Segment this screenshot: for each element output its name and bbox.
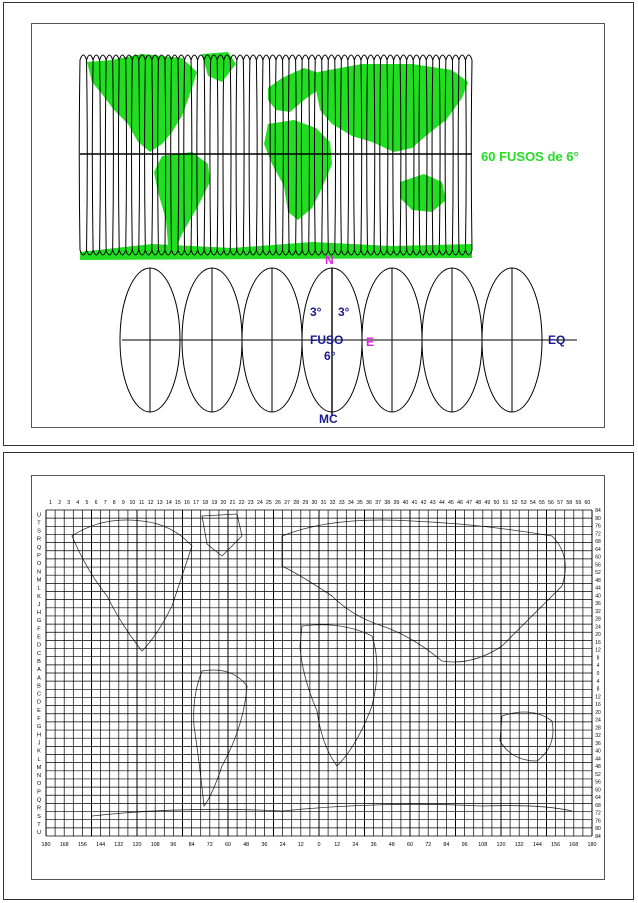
zone-number: 29 — [302, 500, 309, 506]
longitude-label-row — [42, 842, 597, 848]
longitude-label: 36 — [261, 842, 268, 848]
longitude-label: 96 — [461, 842, 468, 848]
zone-number: 53 — [520, 500, 527, 506]
row-letter: K — [37, 593, 41, 600]
gore-tip-top — [361, 55, 368, 60]
row-letter: D — [36, 642, 42, 649]
zone-number: 37 — [375, 500, 382, 506]
row-letter: N — [36, 773, 42, 780]
gore-tip-top — [302, 55, 309, 60]
zone-number: 7 — [103, 500, 107, 506]
row-letter: M — [36, 577, 42, 584]
gore-tip-top — [263, 55, 270, 60]
row-letter: Q — [36, 544, 42, 551]
gore-tip-top — [433, 55, 440, 60]
latitude-label: 12 — [595, 694, 601, 701]
zone-boundary-line — [79, 60, 80, 250]
zone-number: 31 — [320, 500, 327, 506]
zone-number: 2 — [58, 500, 62, 506]
row-letter: D — [36, 699, 42, 706]
zone-boundary-line — [100, 60, 101, 250]
meridian-label: MC — [319, 412, 338, 426]
gore-tip-top — [276, 55, 283, 60]
gore-tip-top — [289, 55, 296, 60]
longitude-label: 72 — [206, 842, 213, 848]
zone-boundary-line — [105, 60, 106, 250]
gore-tip-top — [243, 55, 250, 60]
zone-number: 46 — [457, 500, 463, 506]
longitude-label: 180 — [587, 842, 597, 848]
row-letter: T — [37, 520, 41, 527]
zone-boundary-line — [354, 60, 355, 250]
zone-boundary-line — [249, 60, 250, 250]
half-zone-right: 3° — [338, 305, 350, 319]
longitude-label: 180 — [41, 842, 51, 848]
row-letter: N — [36, 569, 42, 576]
latitude-label: 76 — [595, 818, 601, 825]
zone-number: 14 — [165, 500, 172, 506]
latitude-label: 40 — [595, 748, 601, 755]
longitude-label: 48 — [388, 842, 395, 848]
zone-number: 54 — [529, 500, 536, 506]
half-zone-left: 3° — [310, 305, 322, 319]
zone-boundary-line — [204, 60, 205, 250]
latitude-label: 0 — [596, 671, 600, 677]
zone-boundary-line — [445, 60, 446, 250]
row-letter: G — [36, 618, 42, 625]
fuso-width-label: 6° — [324, 349, 336, 363]
zone-boundary-line — [217, 60, 218, 250]
slide-frame — [31, 475, 605, 880]
row-letter: L — [37, 585, 41, 592]
longitude-label: 120 — [496, 842, 506, 848]
gore-tip-top — [185, 55, 192, 60]
latitude-label: 52 — [595, 771, 601, 778]
zone-boundary-line — [87, 60, 88, 250]
latitude-label: 4 — [596, 663, 600, 670]
longitude-label: 168 — [59, 842, 69, 848]
gore-tip-top — [439, 55, 446, 60]
longitude-label: 120 — [132, 842, 142, 848]
row-letter: C — [36, 650, 42, 657]
north-label: N — [325, 253, 334, 267]
latitude-label: 68 — [595, 539, 601, 546]
slide-frame — [31, 23, 605, 428]
longitude-label: 132 — [114, 842, 124, 848]
row-letter: G — [36, 724, 42, 731]
zone-number: 13 — [156, 500, 163, 506]
zone-number: 5 — [85, 500, 89, 506]
slide-utm-zones — [3, 2, 634, 446]
latitude-label: 16 — [595, 702, 601, 709]
zone-number: 8 — [112, 500, 116, 506]
row-letter: B — [37, 658, 41, 665]
gore-tip-top — [446, 55, 453, 60]
latitude-label: 44 — [595, 585, 601, 592]
latitude-label: 44 — [595, 756, 601, 763]
row-letter-column — [37, 512, 42, 836]
zone-number: 28 — [293, 500, 300, 506]
equator-label: EQ — [548, 333, 566, 347]
zone-boundary-line — [126, 60, 127, 250]
gore-tip-top — [100, 55, 107, 60]
australia — [400, 174, 446, 212]
world-map-gores — [79, 52, 472, 260]
gore-tip-top — [387, 55, 394, 60]
zone-number: 49 — [484, 500, 491, 506]
zone-number: 35 — [357, 500, 363, 506]
latitude-label: 52 — [595, 570, 601, 577]
gore-tip-top — [459, 55, 466, 60]
latitude-label: 32 — [595, 608, 601, 615]
latitude-label: 60 — [595, 554, 601, 561]
zone-number: 10 — [129, 500, 136, 506]
latitude-label: 24 — [595, 624, 601, 631]
zone-number: 1 — [49, 500, 52, 506]
row-letter: S — [37, 813, 41, 820]
row-letter: Q — [36, 797, 42, 804]
row-letter: A — [37, 667, 41, 674]
zone-number: 9 — [121, 500, 125, 506]
row-letter: O — [36, 781, 42, 788]
fuso-label: FUSO — [310, 333, 344, 347]
gore-tip-top — [374, 55, 381, 60]
row-letter: R — [36, 536, 42, 543]
gore-tip-top — [465, 55, 472, 60]
gore-tip-top — [407, 55, 414, 60]
gore-tip-top — [367, 55, 374, 60]
zone-number: 17 — [193, 500, 200, 506]
zone-boundary-line — [406, 60, 407, 250]
latitude-label: 28 — [595, 725, 601, 732]
latitude-label: 72 — [595, 531, 601, 538]
zone-boundary-line — [452, 60, 453, 250]
zone-number: 55 — [539, 500, 545, 506]
row-letter: H — [36, 732, 42, 739]
gore-tip-top — [400, 55, 407, 60]
gore-tip-top — [394, 55, 401, 60]
gore-tip-top — [191, 55, 198, 60]
zone-boundary-line — [393, 60, 394, 250]
zone-boundary-line — [243, 60, 244, 250]
row-letter: M — [36, 764, 42, 771]
zone-boundary-line — [400, 60, 401, 250]
zone-number: 48 — [475, 500, 482, 506]
gore-tip-top — [237, 55, 244, 60]
gore-tip-top — [296, 55, 303, 60]
gore-tip-top — [87, 55, 94, 60]
zone-number: 22 — [238, 500, 245, 506]
zone-boundary-line — [118, 60, 119, 250]
utm-zones-diagram — [32, 24, 604, 427]
zone-boundary-line — [158, 60, 159, 250]
zone-number: 30 — [311, 500, 318, 506]
row-letter: L — [37, 756, 41, 763]
zone-boundary-line — [471, 60, 472, 250]
longitude-label: 36 — [370, 842, 377, 848]
latitude-label: 68 — [595, 802, 601, 809]
row-letter: F — [37, 626, 41, 633]
longitude-label: 12 — [334, 842, 341, 848]
zone-number: 15 — [175, 500, 181, 506]
gore-tip-top — [354, 55, 361, 60]
gore-tip-top — [250, 55, 257, 60]
zone-boundary-line — [165, 60, 166, 250]
latitude-label: 80 — [595, 826, 601, 833]
zone-boundary-line — [236, 60, 237, 250]
row-letter: H — [36, 610, 42, 617]
zone-boundary-line — [341, 60, 342, 250]
zone-boundary-line — [348, 60, 349, 250]
longitude-label: 108 — [150, 842, 160, 848]
longitude-label: 24 — [352, 842, 359, 848]
zone-boundary-line — [419, 60, 420, 250]
zone-number: 59 — [575, 500, 582, 506]
gore-tip-top — [452, 55, 459, 60]
zone-boundary-line — [210, 60, 211, 250]
latitude-label: 16 — [595, 639, 601, 646]
zone-boundary-line — [465, 60, 466, 250]
latitude-label: 56 — [595, 779, 601, 786]
slide-utm-grid — [3, 452, 634, 900]
zone-number: 11 — [138, 500, 145, 506]
zone-number: 50 — [493, 500, 500, 506]
gore-tip-top — [381, 55, 388, 60]
zone-number: 52 — [511, 500, 518, 506]
zone-number: 47 — [466, 500, 473, 506]
coast-greenland — [202, 514, 242, 556]
zone-number: 45 — [448, 500, 454, 506]
longitude-label: 0 — [317, 842, 321, 848]
row-letter: C — [36, 691, 42, 698]
zone-boundary-line — [256, 60, 257, 250]
longitude-label: 60 — [407, 842, 413, 848]
east-label: E — [366, 335, 375, 349]
gore-tip-top — [348, 55, 355, 60]
latitude-label: 64 — [595, 795, 601, 802]
latitude-label: 84 — [595, 508, 601, 514]
zone-boundary-line — [113, 60, 114, 250]
zone-number: 21 — [229, 500, 236, 506]
zone-boundary-line — [139, 60, 140, 250]
row-letter: E — [37, 634, 41, 641]
south-america — [154, 152, 210, 252]
row-letter: T — [37, 821, 41, 828]
latitude-label: 28 — [595, 616, 601, 623]
north-america — [87, 54, 197, 152]
zone-number: 38 — [384, 500, 391, 506]
zone-number-row — [49, 500, 590, 506]
longitude-label: 96 — [170, 842, 177, 848]
longitude-label: 144 — [96, 842, 106, 848]
latitude-label: 60 — [595, 787, 601, 794]
zone-number: 20 — [220, 500, 227, 506]
longitude-label: 156 — [77, 842, 87, 848]
latitude-label: 36 — [595, 601, 601, 608]
zone-number: 44 — [438, 500, 445, 506]
zone-boundary-line — [387, 60, 388, 250]
latitude-label: 32 — [595, 733, 601, 740]
latitude-label: 36 — [595, 740, 601, 747]
zone-number: 4 — [76, 500, 80, 506]
zone-number: 51 — [502, 500, 509, 506]
zone-number: 23 — [247, 500, 254, 506]
latitude-label: 76 — [595, 523, 601, 530]
latitude-label: 8 — [596, 655, 600, 662]
gore-tip-top — [269, 55, 276, 60]
row-letter: A — [37, 675, 41, 682]
zone-boundary-line — [223, 60, 224, 250]
latitude-label: 4 — [596, 678, 600, 685]
zone-number: 25 — [266, 500, 272, 506]
longitude-label: 132 — [514, 842, 524, 848]
coast-africa — [300, 625, 377, 766]
zone-number: 24 — [256, 500, 263, 506]
gore-tip-top — [309, 55, 316, 60]
latitude-label: 56 — [595, 562, 601, 569]
zone-boundary-line — [426, 60, 427, 250]
zone-boundary-line — [92, 60, 93, 250]
row-letter: P — [37, 789, 41, 796]
latitude-label: 20 — [595, 632, 601, 639]
row-letter: P — [37, 553, 41, 560]
zone-number: 19 — [211, 500, 218, 506]
zone-number: 3 — [67, 500, 71, 506]
zone-boundary-line — [335, 60, 336, 250]
longitude-label: 72 — [425, 842, 432, 848]
gore-tip-top — [335, 55, 342, 60]
zone-number: 32 — [329, 500, 336, 506]
zone-number: 16 — [184, 500, 190, 506]
zone-number: 58 — [566, 500, 573, 506]
row-letter: S — [37, 528, 41, 535]
row-letter: K — [37, 748, 41, 755]
longitude-label: 84 — [443, 842, 450, 848]
zone-boundary-line — [380, 60, 381, 250]
latitude-label: 48 — [595, 577, 601, 584]
gore-tip-top — [322, 55, 329, 60]
longitude-label: 12 — [297, 842, 304, 848]
zone-boundary-line — [145, 60, 146, 250]
zone-boundary-line — [413, 60, 414, 250]
latitude-label: 20 — [595, 709, 601, 716]
coast-north-america — [72, 520, 192, 651]
zone-number: 33 — [338, 500, 345, 506]
zone-number: 42 — [420, 500, 427, 506]
row-letter: B — [37, 683, 41, 690]
zones-label: 60 FUSOS de 6° — [481, 149, 579, 164]
gore-tip-top — [341, 55, 348, 60]
zone-boundary-line — [230, 60, 231, 250]
zone-boundary-line — [152, 60, 153, 250]
latitude-label: 12 — [595, 647, 601, 654]
row-letter: U — [36, 830, 42, 837]
row-letter: F — [37, 716, 41, 723]
zone-number: 34 — [347, 500, 354, 506]
zone-number: 56 — [548, 500, 554, 506]
row-letter: O — [36, 561, 42, 568]
latitude-label-column — [595, 508, 601, 840]
longitude-label: 84 — [188, 842, 195, 848]
zone-number: 26 — [275, 500, 281, 506]
utm-grid — [46, 510, 592, 836]
zone-number: 39 — [393, 500, 400, 506]
longitude-label: 168 — [569, 842, 579, 848]
latitude-label: 84 — [595, 834, 601, 840]
gore-tip-top — [328, 55, 335, 60]
zone-boundary-line — [458, 60, 459, 250]
zone-boundary-line — [361, 60, 362, 250]
longitude-label: 108 — [478, 842, 488, 848]
zone-number: 12 — [147, 500, 154, 506]
zone-number: 6 — [94, 500, 98, 506]
row-letter: U — [36, 512, 42, 519]
zone-number: 57 — [557, 500, 564, 506]
gore-tip-top — [106, 55, 113, 60]
zone-number: 41 — [411, 500, 418, 506]
zone-boundary-line — [432, 60, 433, 250]
zone-number: 27 — [284, 500, 291, 506]
utm-grid-map — [32, 476, 604, 879]
gore-tip-top — [413, 55, 420, 60]
latitude-label: 24 — [595, 717, 601, 724]
zone-number: 60 — [584, 500, 591, 506]
latitude-label: 80 — [595, 515, 601, 522]
latitude-label: 8 — [596, 686, 600, 693]
latitude-label: 64 — [595, 546, 601, 553]
zone-boundary-line — [197, 60, 198, 250]
zone-number: 43 — [429, 500, 436, 506]
longitude-label: 156 — [551, 842, 561, 848]
gore-tip-top — [256, 55, 263, 60]
longitude-label: 144 — [532, 842, 542, 848]
latitude-label: 72 — [595, 810, 601, 817]
zone-number: 36 — [366, 500, 372, 506]
row-letter: J — [37, 601, 41, 608]
latitude-label: 40 — [595, 593, 601, 600]
latitude-label: 48 — [595, 764, 601, 771]
gore-tip-top — [93, 55, 100, 60]
zone-boundary-line — [439, 60, 440, 250]
row-letter: E — [37, 707, 41, 714]
zone-boundary-line — [374, 60, 375, 250]
zone-number: 40 — [402, 500, 409, 506]
zone-boundary-line — [132, 60, 133, 250]
longitude-label: 48 — [243, 842, 250, 848]
zone-boundary-line — [367, 60, 368, 250]
zone-boundary-line — [262, 60, 263, 250]
zone-number: 18 — [202, 500, 209, 506]
row-letter: J — [37, 740, 41, 747]
coast-australia — [500, 712, 553, 761]
gore-tip-top — [426, 55, 433, 60]
gore-tip-top — [420, 55, 427, 60]
gore-tip-top — [315, 55, 322, 60]
gore-tip-top — [80, 55, 87, 60]
row-letter: R — [36, 805, 42, 812]
longitude-label: 24 — [279, 842, 286, 848]
longitude-label: 60 — [225, 842, 231, 848]
gore-tip-top — [283, 55, 290, 60]
